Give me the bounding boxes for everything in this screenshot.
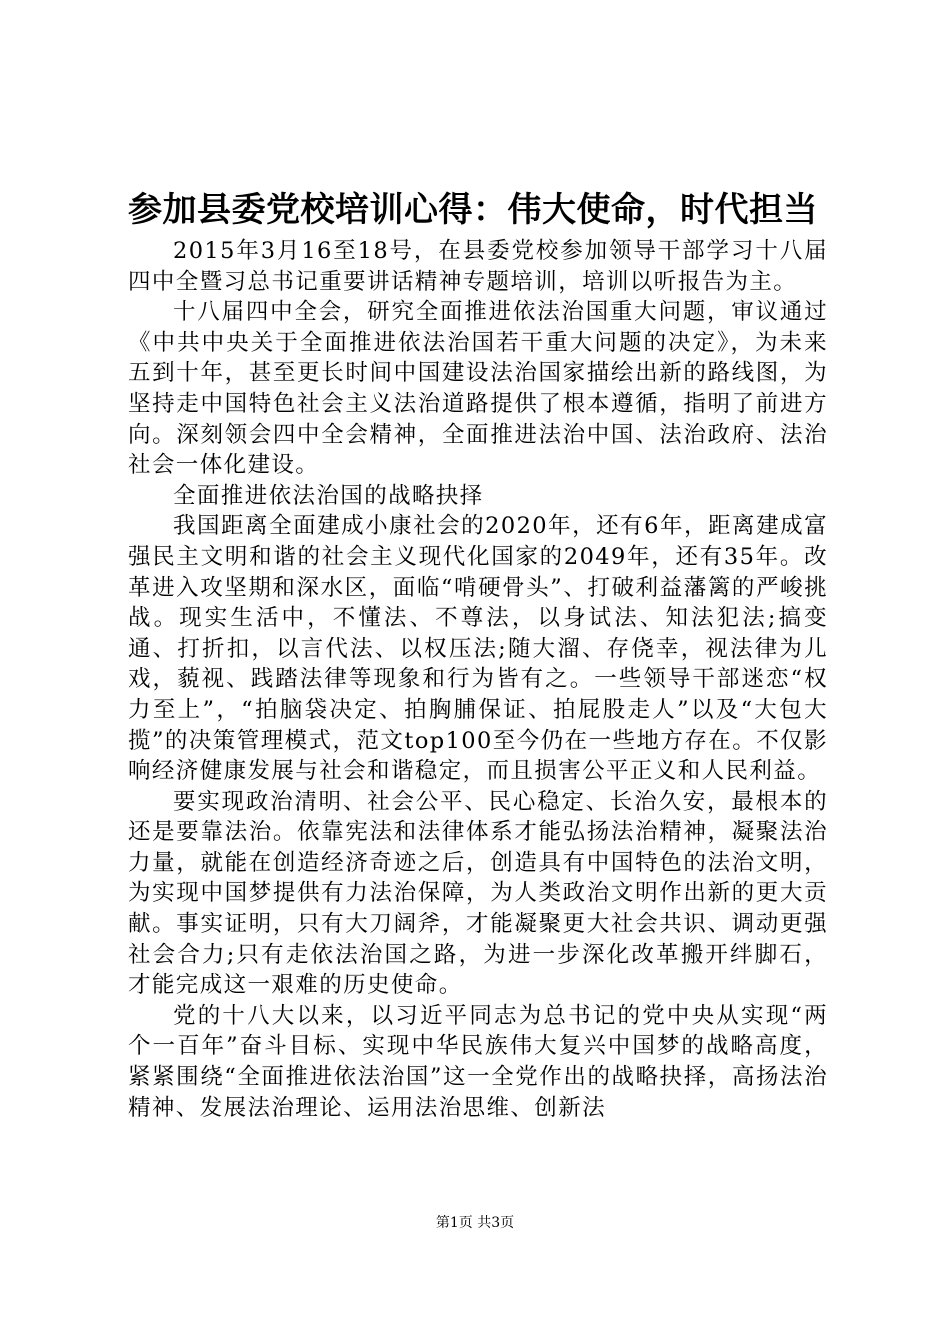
- paragraph-rule-of-law: 要实现政治清明、社会公平、民心稳定、长治久安，最根本的还是要靠法治。依靠宪法和法律体系才能弘扬法治精神，凝聚法治力量，就能在创造经济奇迹之后，创造具有中国特色的法治文明，为实现中国梦提供有力法治保障，为人类政治文明作出新的更大贡献。事实证明，只有大刀阔斧，才能凝聚更大社会共识、调动更强社会合力;只有走依法治国之路，为进一步深化改革搬开绊脚石，才能完成这一艰难的历史使命。: [128, 788, 828, 999]
- section-heading: 全面推进依法治国的战略抉择: [173, 482, 484, 509]
- paragraph-challenges: 我国距离全面建成小康社会的2020年，还有6年，距离建成富强民主文明和谐的社会主义现代化国家的2049年，还有35年。改革进入攻坚期和深水区，面临“啃硬骨头”、打破利益藩篱的严峻挑战。现实生活中，不懂法、不尊法，以身试法、知法犯法;搞变通、打折扣，以言代法、以权压法;随大溜、存侥幸，视法律为儿戏，藐视、践踏法律等现象和行为皆有之。一些领导干部迷恋“权力至上”，“拍脑袋决定、拍胸脯保证、拍屁股走人”以及“大包大揽”的决策管理模式，范文top100至今仍在一些地方存在。不仅影响经济健康发展与社会和谐稳定，而且损害公平正义和人民利益。: [128, 513, 828, 785]
- paragraph-party-center: 党的十八大以来，以习近平同志为总书记的党中央从实现“两个一百年”奋斗目标、实现中华民族伟大复兴中国梦的战略高度，紧紧围绕“全面推进依法治国”这一全党作出的战略抉择，高扬法治精神、发展法治理论、运用法治思维、创新法: [128, 1002, 828, 1121]
- paragraph-intro: 2015年3月16至18号，在县委党校参加领导干部学习十八届四中全暨习总书记重要讲话精神专题培训，培训以听报告为主。: [128, 238, 828, 295]
- document-title: 参加县委党校培训心得：伟大使命，时代担当: [128, 190, 818, 230]
- paragraph-plenum: 十八届四中全会，研究全面推进依法治国重大问题，审议通过《中共中央关于全面推进依法治国若干重大问题的决定》，为未来五到十年，甚至更长时间中国建设法治国家描绘出新的路线图，为坚持走中国特色社会主义法治道路提供了根本遵循，指明了前进方向。深刻领会四中全会精神，全面推进法治中国、法治政府、法治社会一体化建设。: [128, 299, 828, 479]
- page-footer: 第1页 共3页: [435, 1215, 515, 1231]
- document-body: [128, 236, 828, 1123]
